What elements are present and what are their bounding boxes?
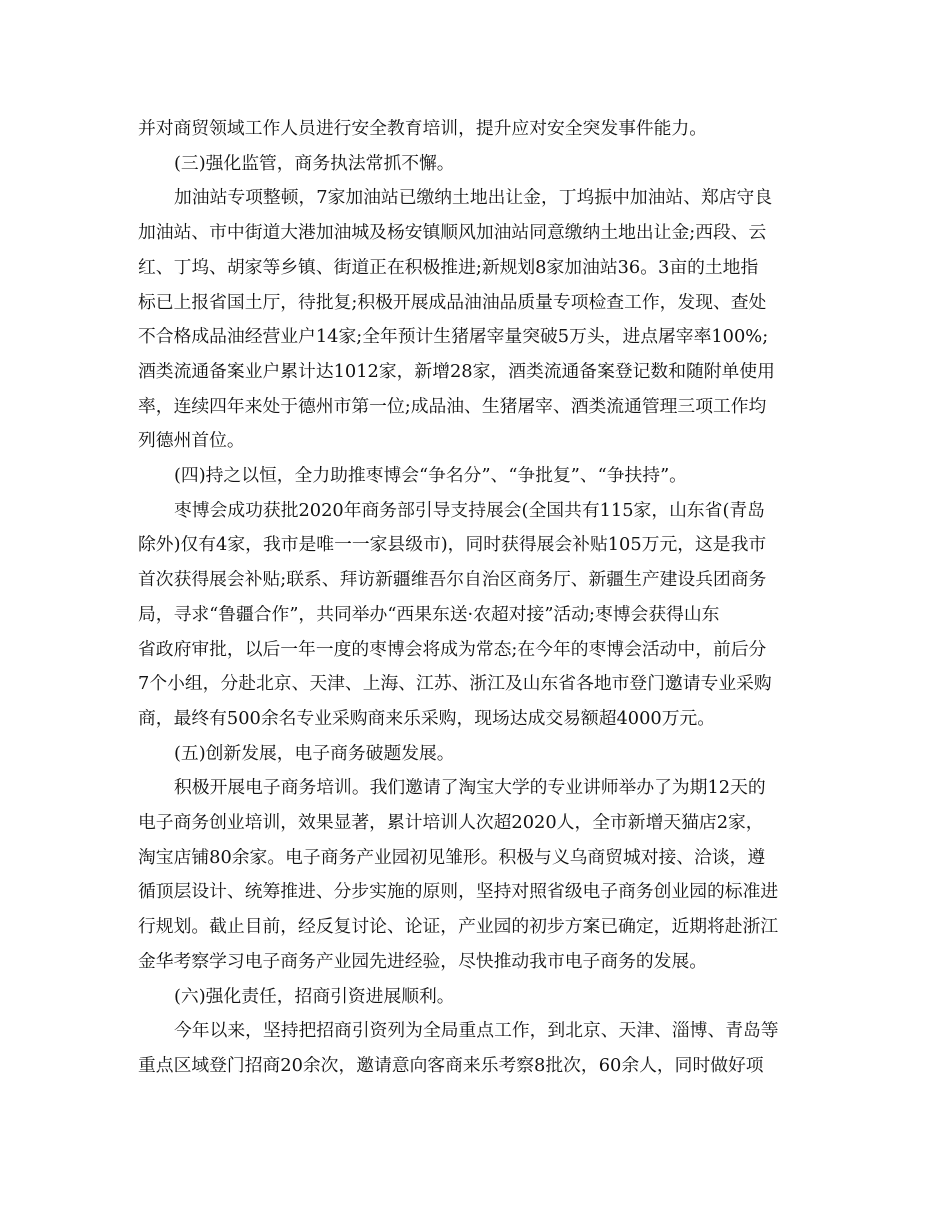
text-line: 淘宝店铺80余家。电子商务产业园初见雏形。积极与义乌商贸城对接、洽谈，遵 [138, 846, 766, 868]
document-page [138, 112, 818, 1084]
text-line: 商，最终有500余名专业采购商来乐采购，现场达成交易额超4000万元。 [138, 707, 716, 729]
text-line: 循顶层设计、统筹推进、分步实施的原则，坚持对照省级电子商务创业园的标准进 [138, 881, 779, 903]
text-line: 标已上报省国土厅，待批复;积极开展成品油油品质量专项检查工作，发现、查处 [138, 291, 767, 313]
section-heading: (三)强化监管，商务执法常抓不懈。 [174, 152, 455, 174]
text-line: 枣博会成功获批2020年商务部引导支持展会(全国共有115家，山东省(青岛 [174, 499, 765, 521]
text-line: 首次获得展会补贴;联系、拜访新疆维吾尔自治区商务厅、新疆生产建设兵团商务 [138, 569, 767, 591]
text-line: 列德州首位。 [138, 430, 245, 452]
text-line: 加油站、市中街道大港加油城及杨安镇顺风加油站同意缴纳土地出让金;西段、云 [138, 222, 767, 244]
text-line: 金华考察学习电子商务产业园先进经验，尽快推动我市电子商务的发展。 [138, 950, 708, 972]
text-line: 积极开展电子商务培训。我们邀请了淘宝大学的专业讲师举办了为期12天的 [174, 777, 766, 799]
text-line: 加油站专项整顿，7家加油站已缴纳土地出让金，丁坞振中加油站、郑店守良 [174, 187, 773, 209]
section-heading: (五)创新发展，电子商务破题发展。 [174, 742, 455, 764]
text-line: 并对商贸领域工作人员进行安全教育培训，提升应对安全突发事件能力。 [138, 118, 708, 139]
text-line: 重点区域登门招商20余次，邀请意向客商来乐考察8批次，60余人，同时做好项 [138, 1054, 764, 1076]
text-line: 今年以来，坚持把招商引资列为全局重点工作，到北京、天津、淄博、青岛等 [174, 1020, 779, 1042]
text-line: 行规划。截止目前，经反复讨论、论证，产业园的初步方案已确定，近期将赴浙江 [138, 916, 779, 938]
text-line: 酒类流通备案业户累计达1012家，新增28家，酒类流通备案登记数和随附单使用 [138, 360, 775, 382]
text-line: 局，寻求“鲁疆合作”，共同举办“西果东送·农超对接”活动;枣博会获得山东 [138, 603, 720, 625]
text-line: 率，连续四年来处于德州市第一位;成品油、生猪屠宰、酒类流通管理三项工作均 [138, 395, 767, 417]
section-heading: (四)持之以恒，全力助推枣博会“争名分”、“争批复”、“争扶持”。 [174, 465, 687, 487]
text-line: 电子商务创业培训，效果显著，累计培训人次超2020人，全市新增天猫店2家， [138, 812, 764, 834]
text-line: 除外)仅有4家，我市是唯一一家县级市)，同时获得展会补贴105万元，这是我市 [138, 534, 767, 556]
text-line: 不合格成品油经营业户14家;全年预计生猪屠宰量突破5万头，进点屠宰率100%; [138, 326, 769, 348]
text-line: 红、丁坞、胡家等乡镇、街道正在积极推进;新规划8家加油站36。3亩的土地指 [138, 256, 759, 278]
text-line: 7个小组，分赴北京、天津、上海、江苏、浙江及山东省各地市登门邀请专业采购 [138, 673, 772, 695]
text-line: 省政府审批，以后一年一度的枣博会将成为常态;在今年的枣博会活动中，前后分 [138, 638, 767, 660]
section-heading: (六)强化责任，招商引资进展顺利。 [174, 985, 455, 1007]
